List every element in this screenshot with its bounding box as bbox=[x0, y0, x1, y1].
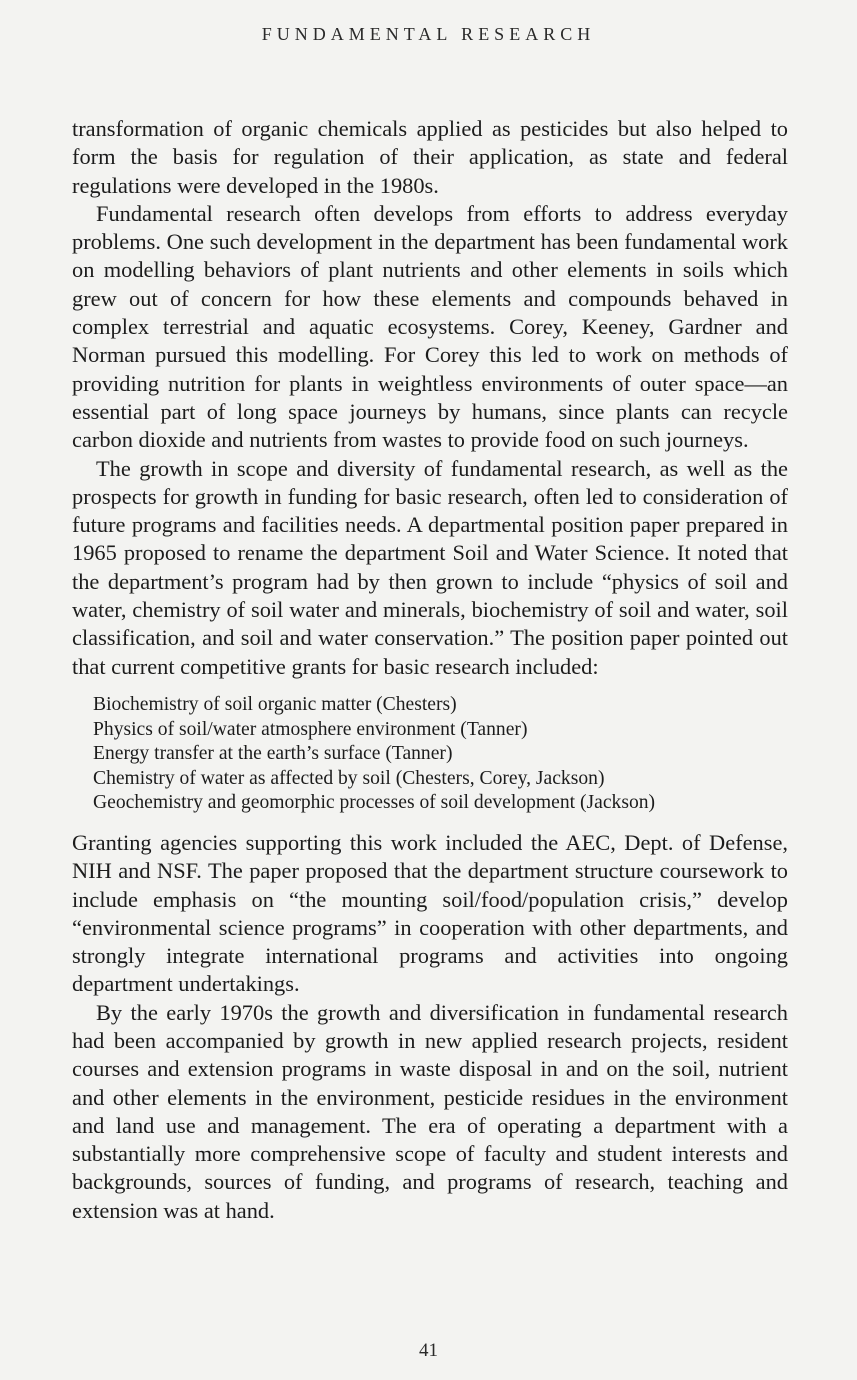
paragraph-modelling: Fundamental research often develops from efforts to address everyday problems. One such development in the department has been fundamental work on modelling behaviors of plant nutrients and other elements in soils which grew out of concern for how these elements and compounds behaved in complex terrestrial and aquatic ecosystems. Corey, Keeney, Gardner and Norman pursued this modelling. For Corey this led to work on methods of providing nutrition for plants in weightless environments of outer space—an essential part of long space journeys by humans, since plants can recycle carbon dioxide and nutrients from wastes to provide food on such journeys. bbox=[72, 200, 788, 453]
body-text bbox=[72, 115, 788, 1225]
grant-item: Biochemistry of soil organic matter (Chesters) bbox=[93, 693, 457, 715]
paragraph-1970s: By the early 1970s the growth and diversification in fundamental research had been accompanied by growth in new applied research projects, resident courses and extension programs in waste disposal in and on the soil, nutrient and other elements in the environment, pesticide residues in the environment and land use and management. The era of operating a department with a substantially more comprehensive scope of faculty and student interests and backgrounds, sources of funding, and programs of research, teaching and extension was at hand. bbox=[72, 999, 788, 1223]
page-number: 41 bbox=[419, 1340, 438, 1361]
paragraph-position-paper: The growth in scope and diversity of fundamental research, as well as the prospects for growth in funding for basic research, often led to consideration of future programs and facilities needs. A departmental position paper prepared in 1965 proposed to rename the department Soil and Water Science. It noted that the department’s program had by then grown to include “physics of soil and water, chemistry of soil water and minerals, biochemistry of soil and water, soil classification, and soil and water conservation.” The position paper pointed out that current competitive grants for basic research included: bbox=[72, 455, 788, 679]
running-head: FUNDAMENTAL RESEARCH bbox=[261, 24, 596, 44]
grant-item: Geochemistry and geomorphic processes of soil development (Jackson) bbox=[93, 792, 656, 814]
grants-list bbox=[93, 693, 788, 816]
grant-item: Physics of soil/water atmosphere environment (Tanner) bbox=[93, 718, 528, 740]
grant-item: Energy transfer at the earth’s surface (Tanner) bbox=[93, 743, 453, 765]
paragraph-granting-agencies: Granting agencies supporting this work included the AEC, Dept. of Defense, NIH and NSF. The paper proposed that the department structure coursework to include emphasis on “the mounting soil/food/population crisis,” develop “environmental science programs” in cooperation with other departments, and strongly integrate international programs and activities into ongoing department undertakings. bbox=[72, 829, 788, 997]
paragraph-continuation: transformation of organic chemicals applied as pesticides but also helped to form the basis for regulation of their application, as state and federal regulations were developed in the 1980s. bbox=[72, 116, 788, 198]
grant-item: Chemistry of water as affected by soil (Chesters, Corey, Jackson) bbox=[93, 767, 605, 789]
